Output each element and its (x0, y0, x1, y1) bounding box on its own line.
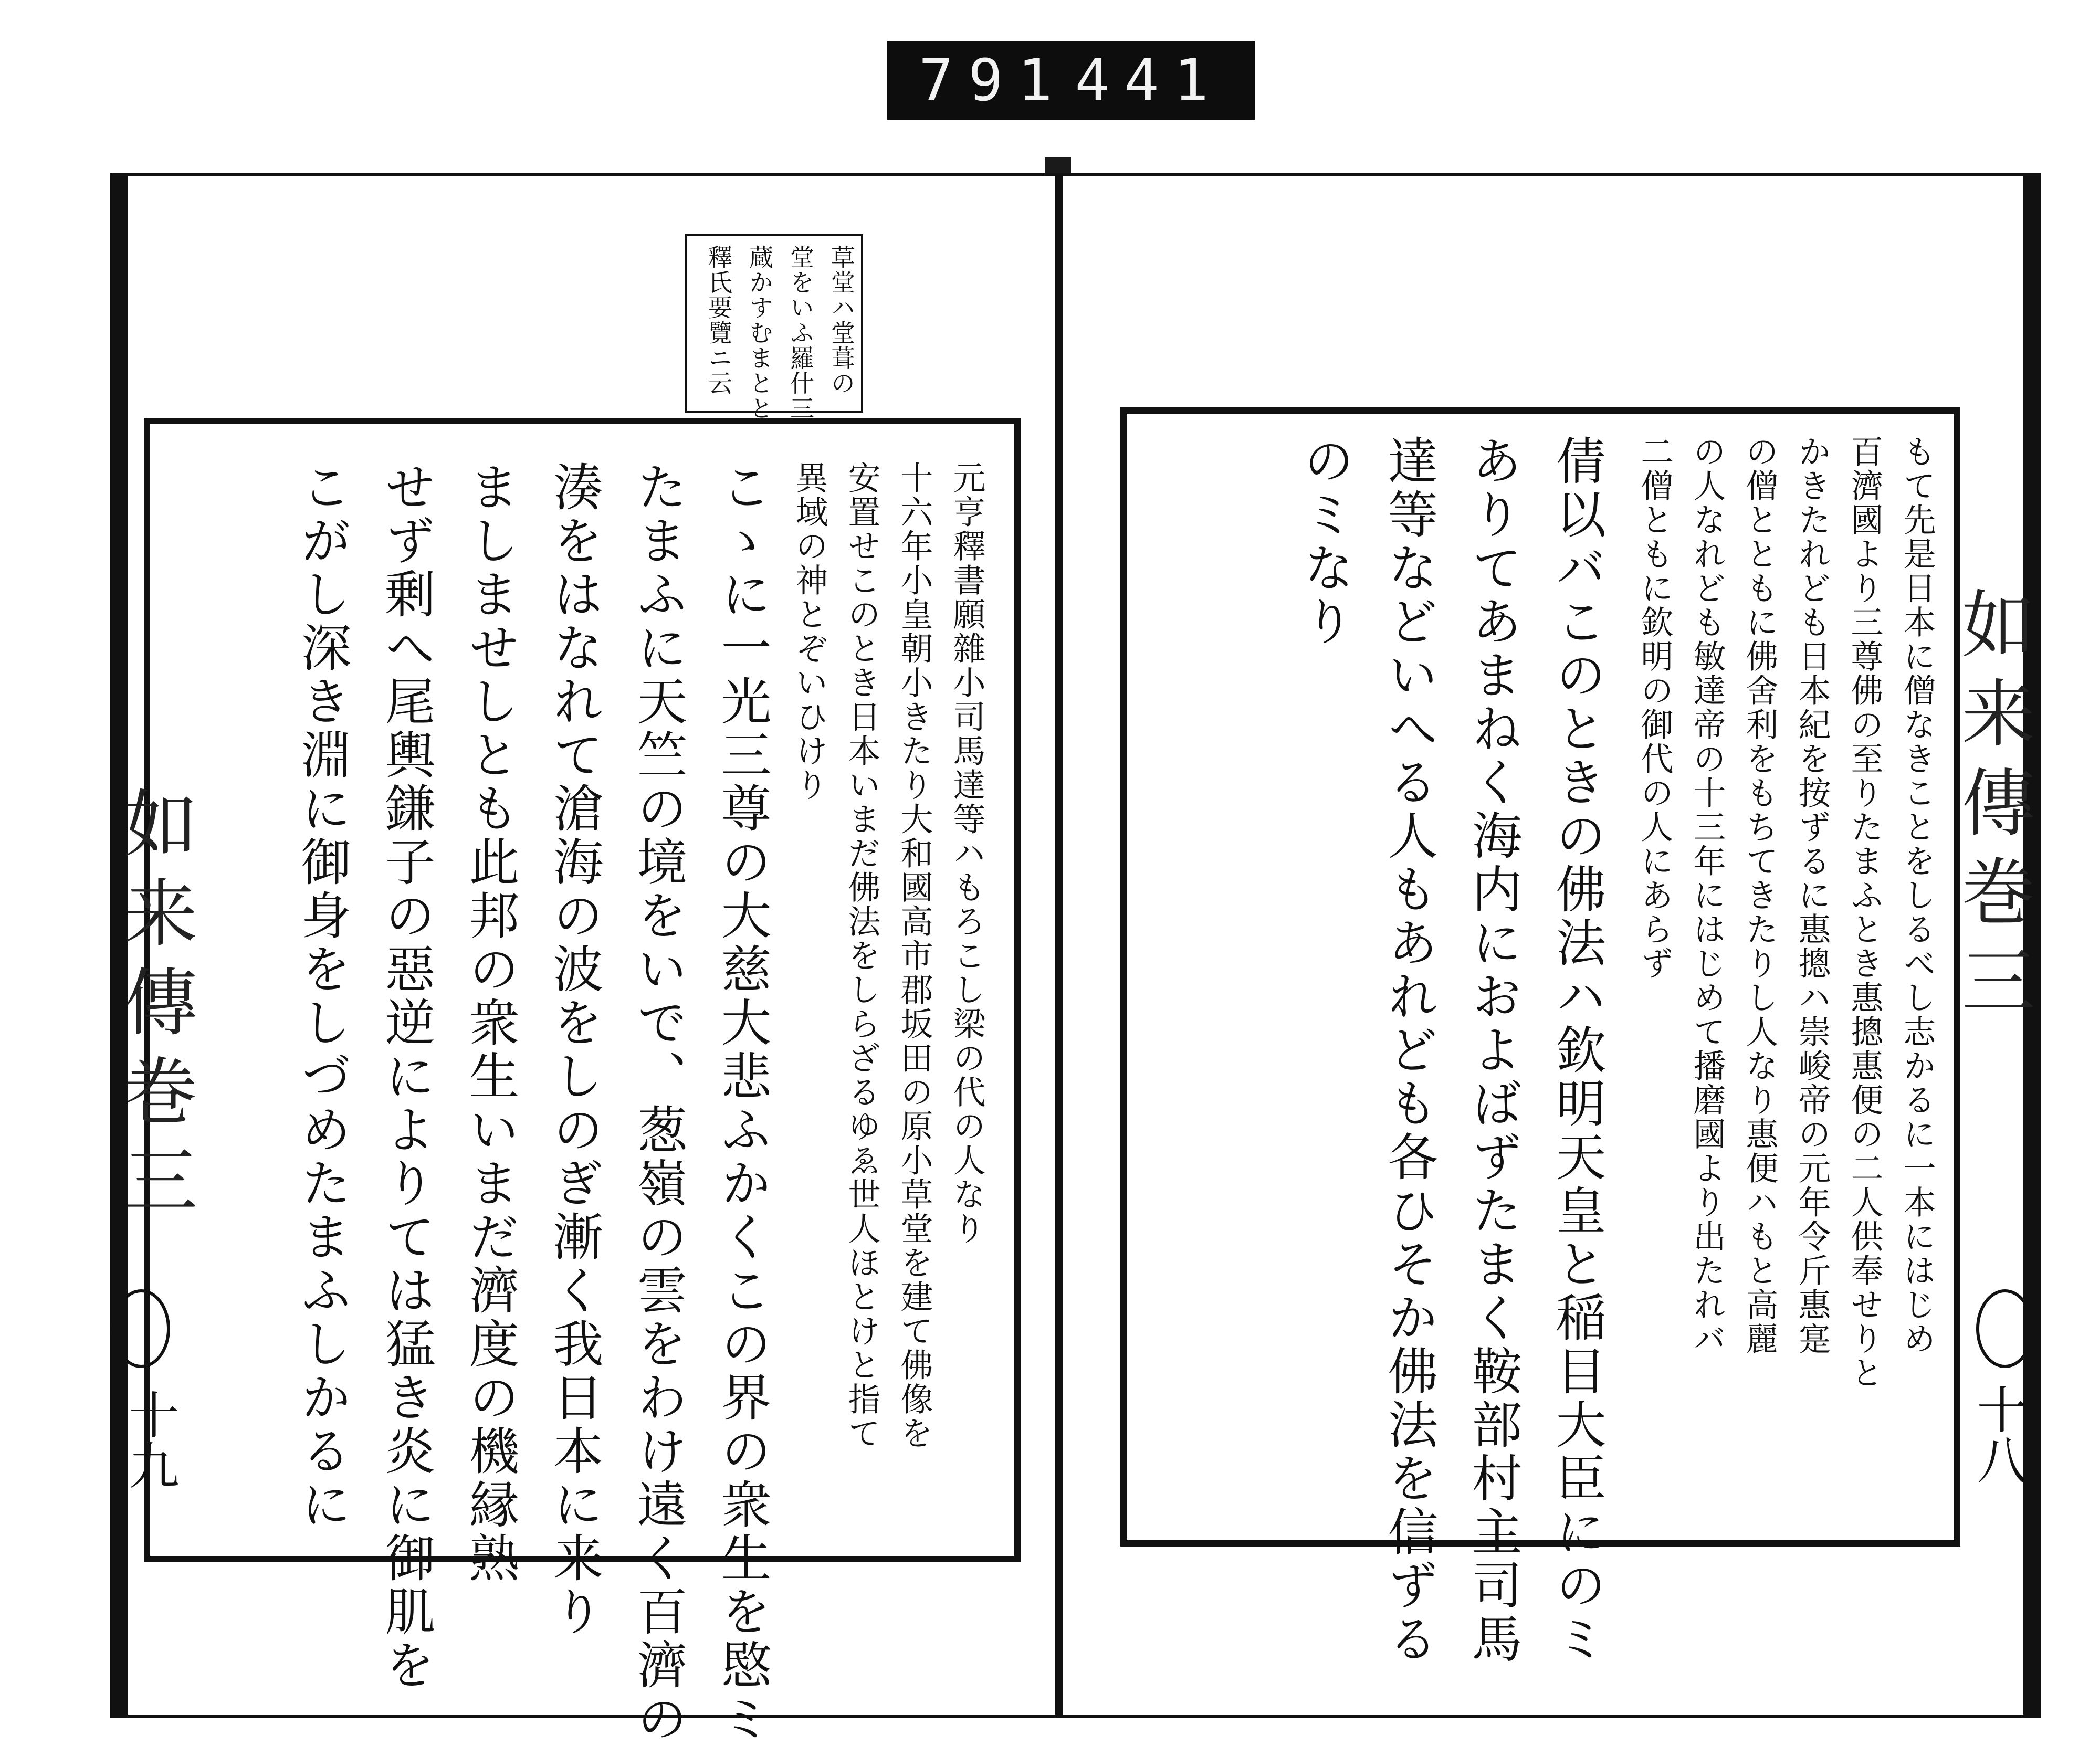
text-column: 倩以バこのときの佛法ハ欽明天皇と稲目大臣にのミ (1548, 435, 1606, 1666)
right-page (1055, 173, 2041, 1718)
text-column: のミなり (1296, 435, 1354, 649)
text-column: こゝに一光三尊の大慈大悲ふかくこの界の衆生を愍ミ (713, 461, 772, 1746)
text-column: ましませしとも此邦の衆生いまだ濟度の機縁熟 (461, 461, 520, 1585)
page-marker-circle (112, 1289, 170, 1368)
catalog-number-left: 791 (919, 47, 1067, 114)
text-column: ありてあまねく海内におよばずたまく鞍部村主司馬 (1464, 435, 1522, 1666)
page-side-title: 如来傳巻三 (112, 785, 197, 1232)
text-column: 湊をはなれて滄海の波をしのぎ漸く我日本に来り (545, 461, 604, 1639)
margin-note-line: 堂をいふ羅什三 (786, 245, 815, 421)
folio-number: 十八 (1969, 1384, 2028, 1485)
page-marker-circle (1976, 1289, 2034, 1368)
margin-note (685, 234, 863, 421)
catalog-label (887, 41, 1255, 120)
text-column: 元亨釋書願雜小司馬達等ハもろこし梁の代の人なり (948, 461, 986, 1246)
left-page (110, 173, 1078, 1746)
text-body (1127, 435, 1954, 1666)
text-column: たまふに天竺の境をいで、葱嶺の雲をわけ遠く百濟の (629, 461, 688, 1746)
page-side-title: 如来傳巻三 (1949, 586, 2035, 1032)
text-frame (144, 418, 1021, 1746)
text-column: 百濟國より三尊佛の至りたまふとき惠摠惠便の二人供奉せりと (1845, 435, 1884, 1390)
text-column: 達等などいへる人もあれども各ひそか佛法を信ずる (1380, 435, 1438, 1666)
text-column: 十六年小皇朝小きたり大和國高市郡坂田の原小草堂を建て佛像を (895, 461, 933, 1450)
margin-note-line: 釋氏要覽ニ云 (705, 245, 733, 396)
text-column: 異域の神とぞいひけり (790, 461, 828, 802)
text-column: の僧とともに佛舍利をもちてきたりし人なり惠便ハもと高麗 (1740, 435, 1779, 1356)
text-column: もて先是日本に僧なきことをしるべし志かるに一本にはじめ (1898, 435, 1936, 1356)
folio-number: 十九 (121, 1389, 180, 1490)
text-body (150, 461, 1014, 1746)
text-frame (1120, 407, 1960, 1666)
catalog-number-right: 441 (1075, 47, 1223, 114)
text-column: せず剰へ尾輿鎌子の惡逆によりては猛き炎に御肌を (377, 461, 436, 1692)
margin-note-line: 草堂ハ堂葺の (827, 245, 856, 396)
text-column: 二僧ともに欽明の御代の人にあらず (1635, 435, 1674, 981)
margin-note-line: 蔵かすむまとと (746, 245, 774, 421)
text-column: こがし深き淵に御身をしづめたまふしかるに (293, 461, 352, 1532)
text-column: 安置せこのとき日本いまだ佛法をしらざるゆゑ世人ほとけと指て (843, 461, 881, 1450)
text-column: の人なれども敏達帝の十三年にはじめて播磨國より出たれバ (1688, 435, 1726, 1356)
text-column: かきたれども日本紀を按ずるに惠摠ハ崇峻帝の元年令斤惠寔 (1793, 435, 1831, 1356)
